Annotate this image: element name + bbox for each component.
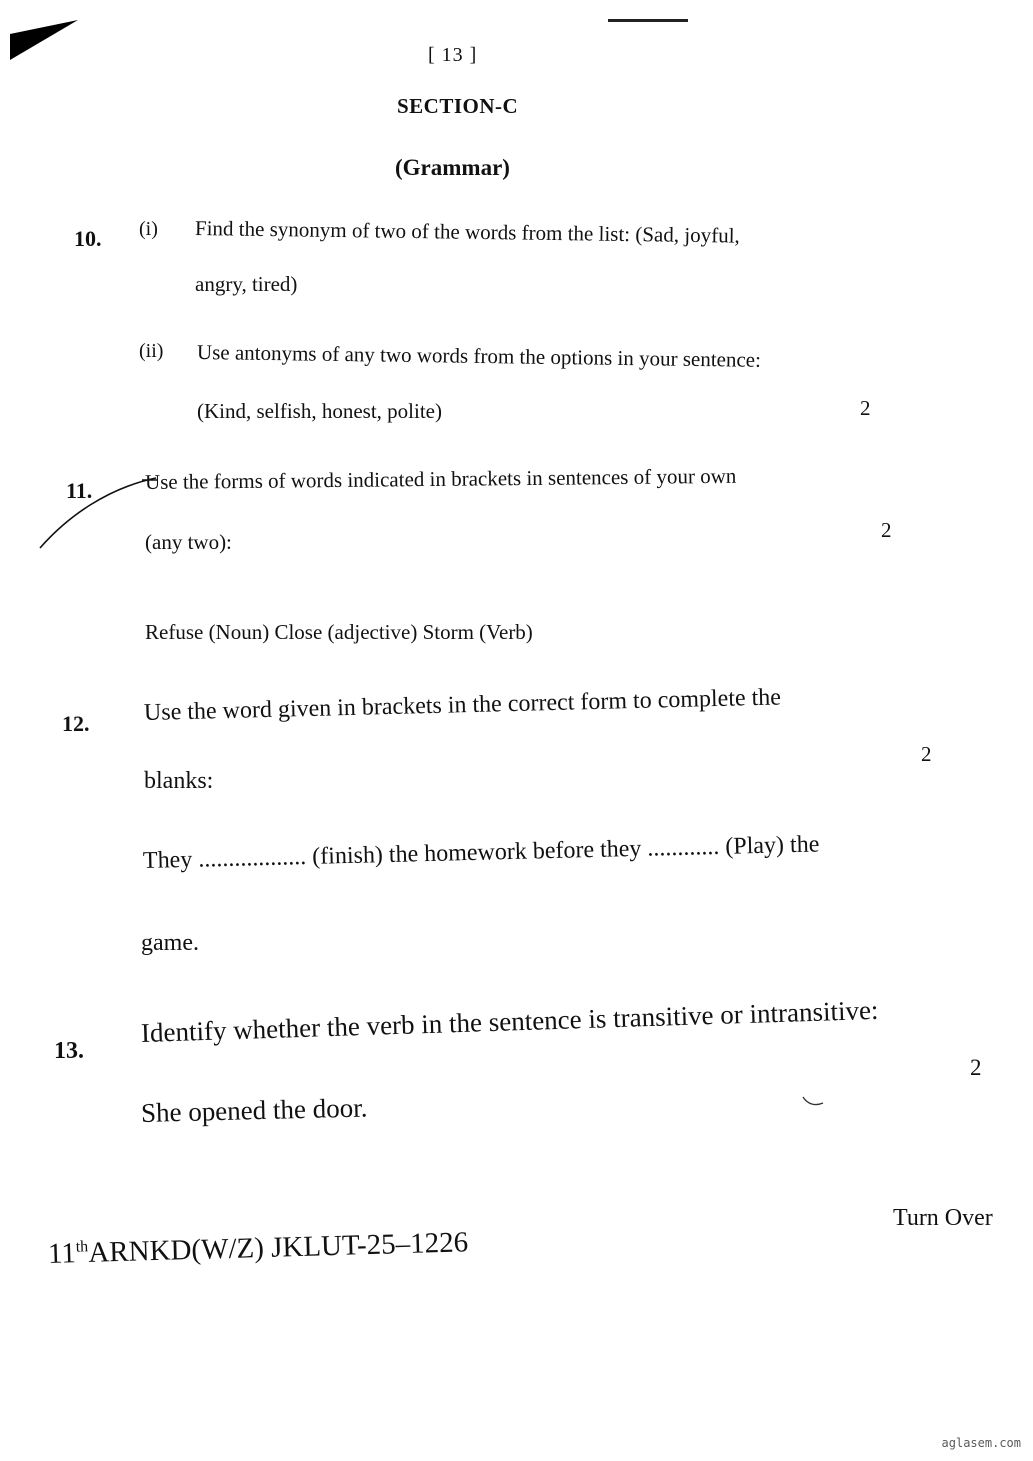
turn-over: Turn Over — [893, 1205, 993, 1231]
q12-blank-sentence-cont: game. — [141, 930, 199, 956]
q12-text: Use the word given in brackets in the correct form to complete the — [143, 684, 782, 726]
paper-code — [48, 1226, 469, 1271]
q13-marks: 2 — [970, 1055, 982, 1080]
watermark: aglasem.com — [941, 1436, 1021, 1450]
q13-text: Identify whether the verb in the sentence is transitive or intransitive: — [140, 994, 879, 1048]
q10-part-ii-label: (ii) — [139, 340, 164, 362]
q10-part-ii-text: Use antonyms of any two words from the options in your sentence: — [196, 340, 762, 372]
paper-code-rest: ARNKD(W/Z) JKLUT-25–1226 — [87, 1226, 469, 1269]
q10-part-i-label: (i) — [139, 218, 158, 240]
q10-marks: 2 — [860, 396, 871, 420]
q12-marks: 2 — [921, 742, 932, 766]
question-number-12: 12. — [62, 711, 90, 736]
pen-mark — [38, 466, 158, 556]
q12-blank-sentence: They .................. (finish) the homework before they ............ (Play) the — [142, 831, 820, 874]
section-title: SECTION-C — [397, 94, 519, 118]
q11-text-cont: (any two): — [145, 530, 232, 554]
corner-scan-mark — [10, 20, 80, 60]
q11-text: Use the forms of words indicated in brackets in sentences of your own — [144, 463, 737, 494]
q10-part-i-text-cont: angry, tired) — [195, 272, 298, 296]
pen-tick-mark — [802, 1095, 824, 1107]
q11-marks: 2 — [881, 518, 892, 542]
q11-word-list: Refuse (Noun) Close (adjective) Storm (Verb) — [145, 620, 533, 644]
q10-part-i-text: Find the synonym of two of the words from the list: (Sad, joyful, — [194, 216, 740, 248]
paper-code-sup: th — [75, 1238, 89, 1256]
paper-code-prefix: 11 — [47, 1237, 77, 1270]
section-subtitle: (Grammar) — [395, 155, 510, 180]
question-number-10: 10. — [74, 226, 102, 251]
top-rule — [608, 19, 688, 22]
question-number-11: 11. — [66, 478, 93, 503]
q12-text-cont: blanks: — [144, 768, 214, 794]
q13-sentence: She opened the door. — [140, 1092, 368, 1128]
q10-part-ii-text-cont: (Kind, selfish, honest, polite) — [197, 399, 442, 423]
question-number-13: 13. — [54, 1038, 84, 1064]
page-number: [ 13 ] — [428, 44, 478, 66]
